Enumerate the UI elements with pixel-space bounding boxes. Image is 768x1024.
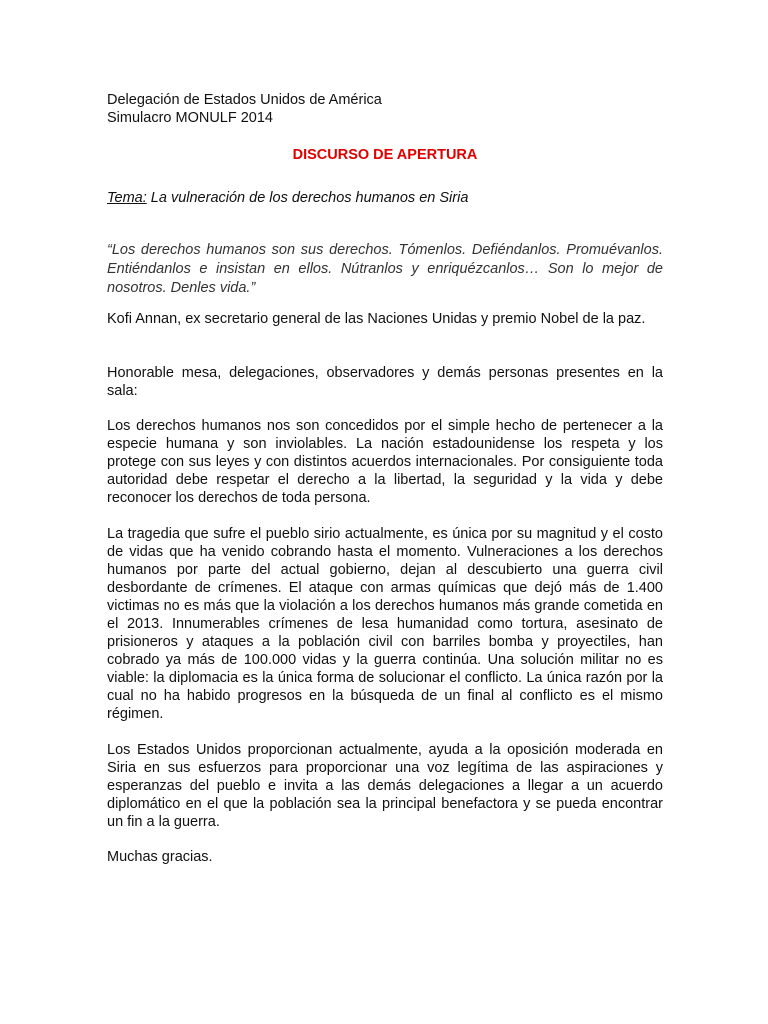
paragraph-derechos: Los derechos humanos nos son concedidos por el simple hecho de pertenecer a la especie humana y son inviolables. La nación estadounidense los respeta y los protege con sus leyes y con distintos acuerdos internacionales. Por consiguiente toda autoridad debe respetar el derecho a la libertad, la seguridad y la vida y debe reconocer los derechos de toda persona. [107, 418, 663, 506]
topic-text: La vulneración de los derechos humanos en Siria [146, 190, 469, 206]
paragraph-estados-unidos: Los Estados Unidos proporcionan actualmente, ayuda a la oposición moderada en Siria en sus esfuerzos para proporcionar una voz legítima de las aspiraciones y esperanzas del pueblo e invita a las demás delegaciones a llegar a un acuerdo diplomático en el que la población sea la principal benefactora y se pueda encontrar un fin a la guerra. [107, 742, 663, 830]
opening-quote: “Los derechos humanos son sus derechos. Tómenlos. Defiéndanlos. Promuévanlos. Entiéndanlos e insistan en ellos. Nútranlos y enriquézcanlos… Son lo mejor de nosotros. Denles vida.” [107, 242, 663, 296]
topic-line [107, 189, 663, 207]
closing-line: Muchas gracias. [107, 849, 213, 865]
salutation: Honorable mesa, delegaciones, observadores y demás personas presentes en la sala: [107, 365, 663, 399]
topic-label: Tema: [107, 190, 147, 206]
document-header [107, 91, 663, 127]
event-name: Simulacro MONULF 2014 [107, 110, 273, 126]
quote-attribution: Kofi Annan, ex secretario general de las Naciones Unidas y premio Nobel de la paz. [107, 311, 646, 327]
document-title: DISCURSO DE APERTURA [292, 147, 478, 163]
delegation-name: Delegación de Estados Unidos de América [107, 92, 382, 108]
document-page [107, 91, 663, 866]
paragraph-tragedia: La tragedia que sufre el pueblo sirio actualmente, es única por su magnitud y el costo de vidas que ha venido cobrando hasta el momento. Vulneraciones a los derechos humanos por parte del actual gobierno, dejan al descubierto una guerra civil desbordante de crímenes. El ataque con armas químicas que dejó más de 1.400 victimas no es más que la violación a los derechos humanos más grande cometida en el 2013. Innumerables crímenes de lesa humanidad como tortura, asesinato de prisioneros y ataques a la población civil con barriles bomba y proyectiles, han cobrado ya más de 100.000 vidas y la guerra continúa. Una solución militar no es viable: la diplomacia es la única forma de solucionar el conflicto. La única razón por la cual no ha habido progresos en la búsqueda de un final al conflicto es el mismo régimen. [107, 526, 663, 722]
